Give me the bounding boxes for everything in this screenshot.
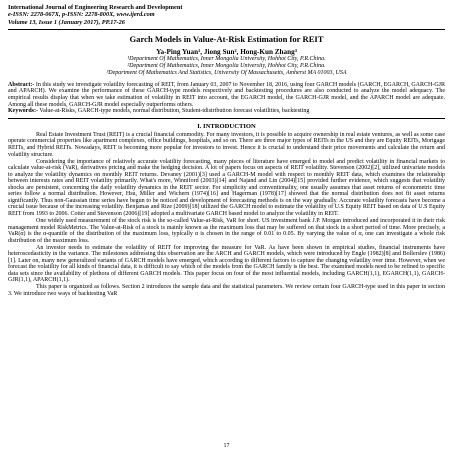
paper-authors: Ya-Ping Yuan¹, Jiong Sun², Hong-Kun Zhang³: [156, 47, 297, 56]
journal-name: International Journal of Engineering Research and Development: [8, 4, 183, 11]
journal-issn: e-ISSN: 2278-067X, p-ISSN: 2278-800X, www.ijerd.com: [8, 11, 155, 19]
affiliation-2: ²Department Of Mathematics, Inner Mongolia University, Hohhot City, P.R.China.: [127, 62, 326, 69]
keywords: [8, 108, 445, 115]
abstract-rule: [8, 118, 445, 119]
intro-paragraph-1: Real Estate Investment Trust (REIT) is a crucial financial commodity. For many investors, it is possible to acquire ownership in real estate ventures, as well as some case operate commercial properties like apartment complexes, office buildings, hospitals, and so on. There are three major types of REITs in the US and they are Equity REITs, Mortgage REITs, and Hybrid REITs. Nowadays, REIT is becoming more popular for investors to invest. Hence it is crucial to understand their price movements and calculate the return and volatility structure.: [8, 131, 445, 158]
journal-volume: Volume 13, Issue 1 (January 2017), PP.17-26: [8, 18, 125, 26]
intro-paragraph-5: This paper is organized as follows. Section 2 introduces the sample data and the statistical parameters. We review certain four GARCH-type used in this paper in section 3. We introduce two ways of backtesting VaR: [8, 284, 445, 297]
abstract: [8, 82, 445, 108]
paper-title: Garch Models in Value-At-Risk Estimation for REIT: [129, 33, 324, 44]
affiliations: [8, 56, 445, 77]
intro-paragraph-3: One widely used measurement of the stock risk is the so-called Value-at-Risk, VaR for short. US investment bank J.P. Morgan introduced and incorporated it in their risk management model RiskMetrics. The Value-at-Risk of a stock is mainly known as the maximum loss that may be suffered on that stock in a short period of time. More precisely, a VaR(α) is the α-quantile of the distribution of the maximum loss, typically α is chosen in the range of 0.01 to 0.05. By varying the value of α, one can investigate a whole risk distribution of the maximum loss.: [8, 217, 445, 244]
header-rule: [8, 29, 445, 30]
abstract-text: In this study we investigate volatility forecasting of REIT, from January 03, 2007 to November 18, 2016, using four GARCH models (GARCH, EGARCH, GARCH-GJR and APARCH). We examine the performance of these GARCH-type models respectively and backtesting procedures are also conducted to analyze the model adequacy. The empirical results display that when we take estimation of volatility in REIT into account, the EGARCH model, the GARCH-GJR model, and the APARCH model are adequate. Among all these models, GARCH-GJR model especially outperforms others.: [8, 81, 445, 108]
page-number: 17: [223, 443, 230, 449]
section-title: I. INTRODUCTION: [197, 122, 256, 130]
affiliation-1: ¹Department Of Mathematics, Inner Mongolia University, Hohhot City, P.R.China.: [127, 55, 326, 62]
intro-paragraph-4: An investor needs to estimate the volatility of REIT for improving the measure for VaR. As have been shown in empirical studies, financial instruments have heteroscedasticity in the variance. The milestones addressing this observation are the ARCH and GARCH models, which were introduced by Engle (1982)[8] and Bollerslev (1986)[1]. Later on, many new generalized variants of GARCH models have emerged, which according to different factors to capture the changing volatility over time. However, when we forecast the volatility for all kinds of financial data, it is difficult to say which of the models from the GARCH family is the best. The examined models need to be refined to specific data sets since the availability of plethora of different GARCH models. This paper focus on four of the most influential models, including GARCH(1,1), EGARCH(1,1), GARCH-GJR(1,1), APARCH(1,1).: [8, 244, 445, 284]
keywords-label: Keywords:-: [8, 108, 38, 115]
intro-paragraph-2: Considering the importance of relatively accurate volatility forecasting, many pieces of literature have emerged to model and predict volatility in financial markets to calculate value-at-risk (VaR), derivatives pricing and make the hedging decision. A lot of papers focus on aspects of REIT volatility. Stevenson (2002)[2], utilized univariate models to analyze the volatility dynamics on monthly REIT returns. Devaney (2001)[3] used a GARCH-M model with respect to monthly REIT data, which examines the relationship between interests rates and REIT volatility primarily. What's more, Winniford (2003)[14] and Najand and Lin (2004)[15] provided further evidence, which suggests that volatility shocks are persistent, concerning the daily volatility dynamics in the REIT sector. For simplicity and conventionality, one usually assumes that asset returns of econometric time series follow a normal distribution. However, Hsu, Miller and Wichern (1974)[16] and Hagerman (1978)[17] showed that the normal distribution does not fit asset returns significantly. Thus non-Gaussian time series have begun to be noticed and development of forecasting methods is on the way gradually. Accurate volatility forecasts have become a crucial issue because of the increasing volatility. Benjamas and Rize (2009)[18] utilized the GARCH model to estimate the volatility of U.S Equity REIT based on data of U.S Equity REIT from 1993 to 2006. Cotter and Stevenson (2006)[19] adopted a multivariate GARCH based model to analyze the volatility in REIT.: [8, 158, 445, 217]
abstract-label: Abstract:-: [8, 81, 35, 88]
keywords-text: Value-at-Risks, GARCH-type models, normal distribution, Student-tdistribution forecast volatilities, backtesting: [39, 108, 310, 115]
journal-header: [8, 4, 445, 26]
affiliation-3: ³Department Of Mathematics And Statistics, University Of Massachusetts, Amherst MA 01003, USA: [106, 69, 347, 76]
